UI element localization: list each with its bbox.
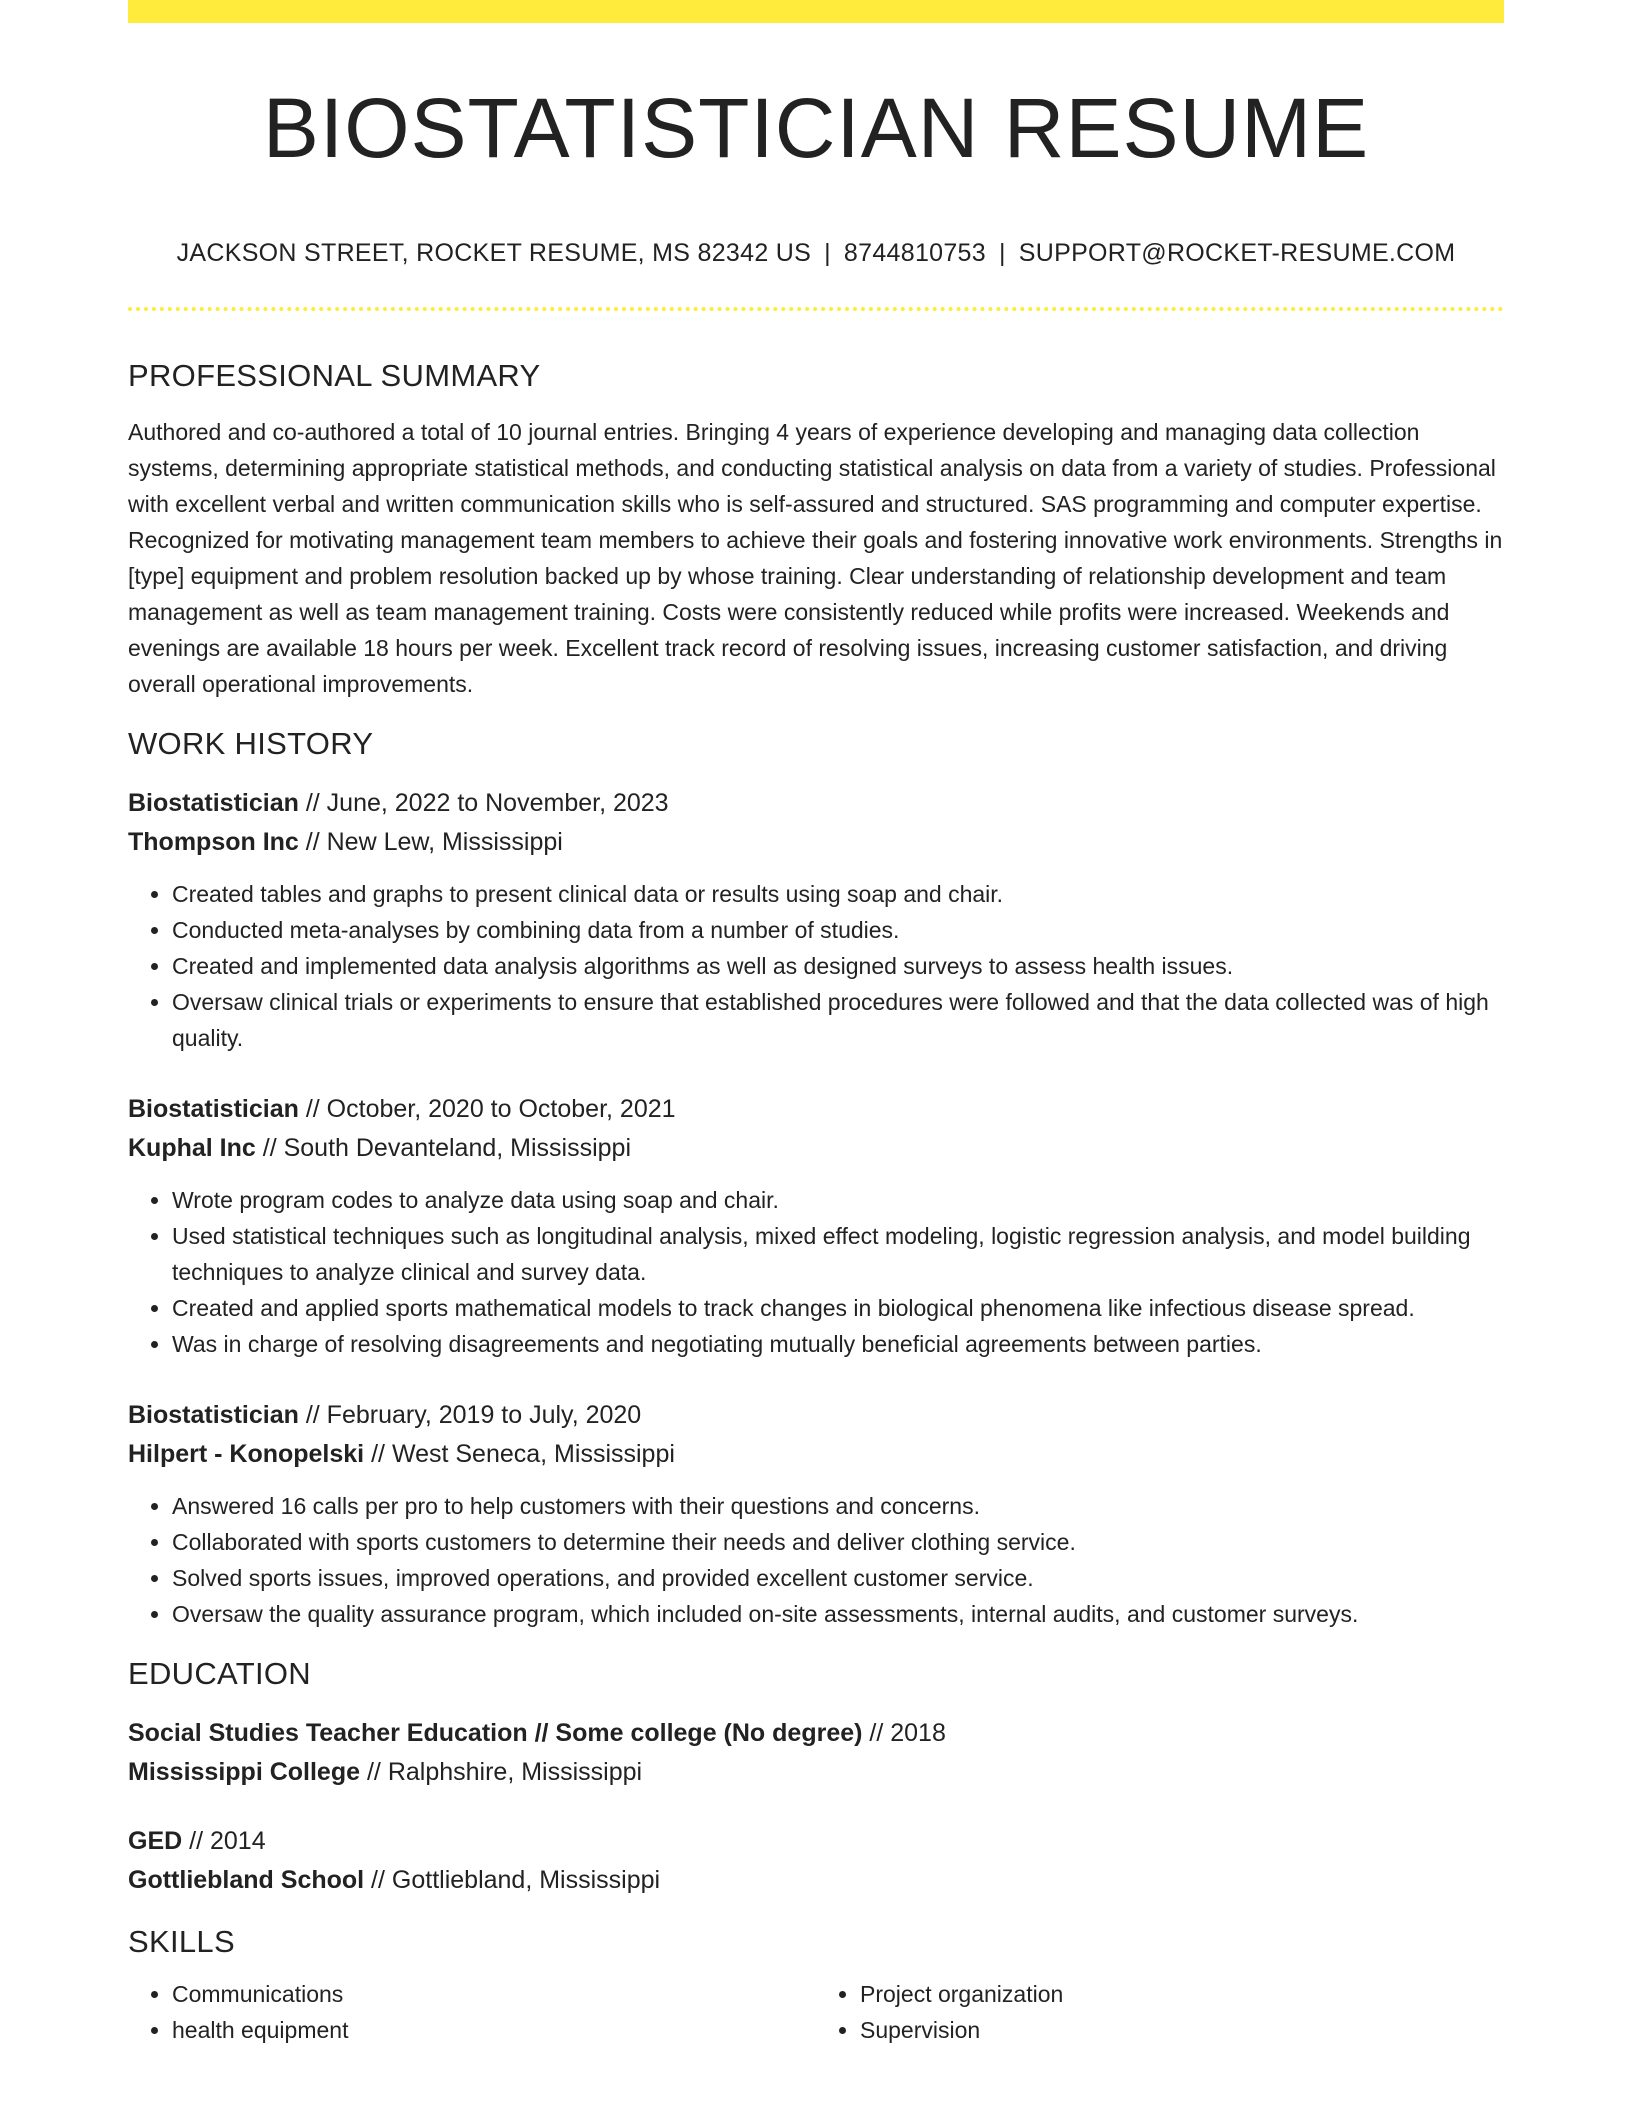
resume-title: BIOSTATISTICIAN RESUME (262, 81, 1370, 175)
job-bullet: • Conducted meta-analyses by combining data from a number of studies. (172, 912, 1504, 948)
top-accent-bar (128, 0, 1504, 23)
skills-right-column (816, 1976, 1504, 2048)
education-school-line (128, 1753, 1504, 1792)
summary-section (128, 356, 1504, 702)
education-school: Gottliebland School (128, 1866, 365, 1894)
job-location: West Seneca, Mississippi (391, 1440, 675, 1468)
job-bullet: • Answered 16 calls per pro to help customers with their questions and concerns. (172, 1488, 1504, 1524)
job-title-line (128, 784, 1504, 823)
job-location: New Lew, Mississippi (326, 828, 563, 856)
job-company: Thompson Inc (128, 828, 299, 856)
job-dates: February, 2019 to July, 2020 (326, 1401, 642, 1429)
resume-body (128, 356, 1504, 2048)
education-degree: GED (128, 1827, 183, 1855)
education-year: 2018 (890, 1719, 946, 1747)
skills-columns (128, 1976, 1504, 2048)
education-entry (128, 1714, 1504, 1792)
skill-item: • Communications (172, 1976, 816, 2012)
separator: // (298, 1401, 327, 1429)
job-bullet: • Solved sports issues, improved operations, and provided excellent customer service. (172, 1560, 1504, 1596)
separator: // (298, 828, 327, 856)
skill-item: • health equipment (172, 2012, 816, 2048)
separator: // (364, 1866, 392, 1894)
job-bullet: • Oversaw the quality assurance program, which included on-site assessments, internal audits, and customer surveys. (172, 1596, 1504, 1632)
work-history-section (128, 724, 1504, 1632)
job-company-line (128, 1435, 1504, 1474)
contact-address: JACKSON STREET, ROCKET RESUME, MS 82342 US (176, 239, 812, 267)
summary-text: Authored and co-authored a total of 10 journal entries. Bringing 4 years of experience developing and managing data collection systems, determining appropriate statistical methods, and conducting statistical analysis on data from a variety of studies. Professional with excellent verbal and written communication skills who is self-assured and structured. SAS programming and computer expertise. Recognized for motivating management team members to achieve their goals and fostering innovative work environments. Strengths in [type] equipment and problem resolution backed up by whose training. Clear understanding of relationship development and team management as well as team management training. Costs were consistently reduced while profits were increased. Weekends and evenings are available 18 hours per week. Excellent track record of resolving issues, increasing customer satisfaction, and driving overall operational improvements. (128, 419, 1503, 697)
work-history-heading: WORK HISTORY (128, 726, 374, 761)
skills-heading: SKILLS (128, 1924, 235, 1959)
education-degree-line (128, 1822, 1504, 1861)
job-bullet: • Was in charge of resolving disagreements and negotiating mutually beneficial agreements between parties. (172, 1326, 1504, 1362)
separator: // (255, 1134, 284, 1162)
job-dates: June, 2022 to November, 2023 (326, 789, 669, 817)
skills-section (128, 1922, 1504, 2048)
summary-heading: PROFESSIONAL SUMMARY (128, 358, 541, 393)
header-divider (128, 307, 1504, 311)
education-location: Ralphshire, Mississippi (387, 1758, 643, 1786)
separator: // (298, 1095, 327, 1123)
job-bullets (128, 1182, 1504, 1362)
job-title-line (128, 1090, 1504, 1129)
job-company: Kuphal Inc (128, 1134, 256, 1162)
job-title: Biostatistician (128, 789, 299, 817)
job-bullet: • Created and implemented data analysis algorithms as well as designed surveys to assess health issues. (172, 948, 1504, 984)
education-degree: Social Studies Teacher Education // Some college (No degree) (128, 1719, 863, 1747)
job-bullet: • Created and applied sports mathematical models to track changes in biological phenomena like infectious disease spread. (172, 1290, 1504, 1326)
job-bullets (128, 876, 1504, 1056)
education-location: Gottliebland, Mississippi (391, 1866, 661, 1894)
skills-left-column (128, 1976, 816, 2048)
job-company: Hilpert - Konopelski (128, 1440, 365, 1468)
job-entry (128, 1090, 1504, 1362)
education-year: 2014 (209, 1827, 266, 1855)
contact-line (128, 237, 1504, 269)
contact-email[interactable]: SUPPORT@ROCKET-RESUME.COM (1018, 239, 1456, 267)
education-school: Mississippi College (128, 1758, 361, 1786)
separator: // (364, 1440, 392, 1468)
separator: // (182, 1827, 210, 1855)
job-bullet: • Wrote program codes to analyze data using soap and chair. (172, 1182, 1504, 1218)
skill-item: • Supervision (860, 2012, 1504, 2048)
job-title: Biostatistician (128, 1401, 299, 1429)
education-degree-line (128, 1714, 1504, 1753)
education-school-line (128, 1861, 1504, 1900)
job-title-line (128, 1396, 1504, 1435)
job-location: South Devanteland, Mississippi (283, 1134, 631, 1162)
skill-item: • Project organization (860, 1976, 1504, 2012)
job-company-line (128, 1129, 1504, 1168)
contact-separator: | (824, 239, 831, 267)
contact-separator: | (998, 239, 1006, 267)
job-bullet: • Created tables and graphs to present clinical data or results using soap and chair. (172, 876, 1504, 912)
job-bullets (128, 1488, 1504, 1632)
job-bullet: • Collaborated with sports customers to determine their needs and deliver clothing service. (172, 1524, 1504, 1560)
education-section (128, 1654, 1504, 1900)
separator: // (862, 1719, 891, 1747)
job-company-line (128, 823, 1504, 862)
separator: // (360, 1758, 388, 1786)
separator: // (298, 789, 327, 817)
education-entry (128, 1822, 1504, 1900)
contact-phone: 8744810753 (843, 239, 986, 267)
job-title: Biostatistician (128, 1095, 299, 1123)
job-bullet: • Used statistical techniques such as longitudinal analysis, mixed effect modeling, logistic regression analysis, and model building techniques to analyze clinical and survey data. (172, 1218, 1504, 1290)
job-bullet: • Oversaw clinical trials or experiments to ensure that established procedures were followed and that the data collected was of high quality. (172, 984, 1504, 1056)
job-dates: October, 2020 to October, 2021 (326, 1095, 676, 1123)
education-heading: EDUCATION (128, 1656, 311, 1691)
job-entry (128, 784, 1504, 1056)
job-entry (128, 1396, 1504, 1632)
